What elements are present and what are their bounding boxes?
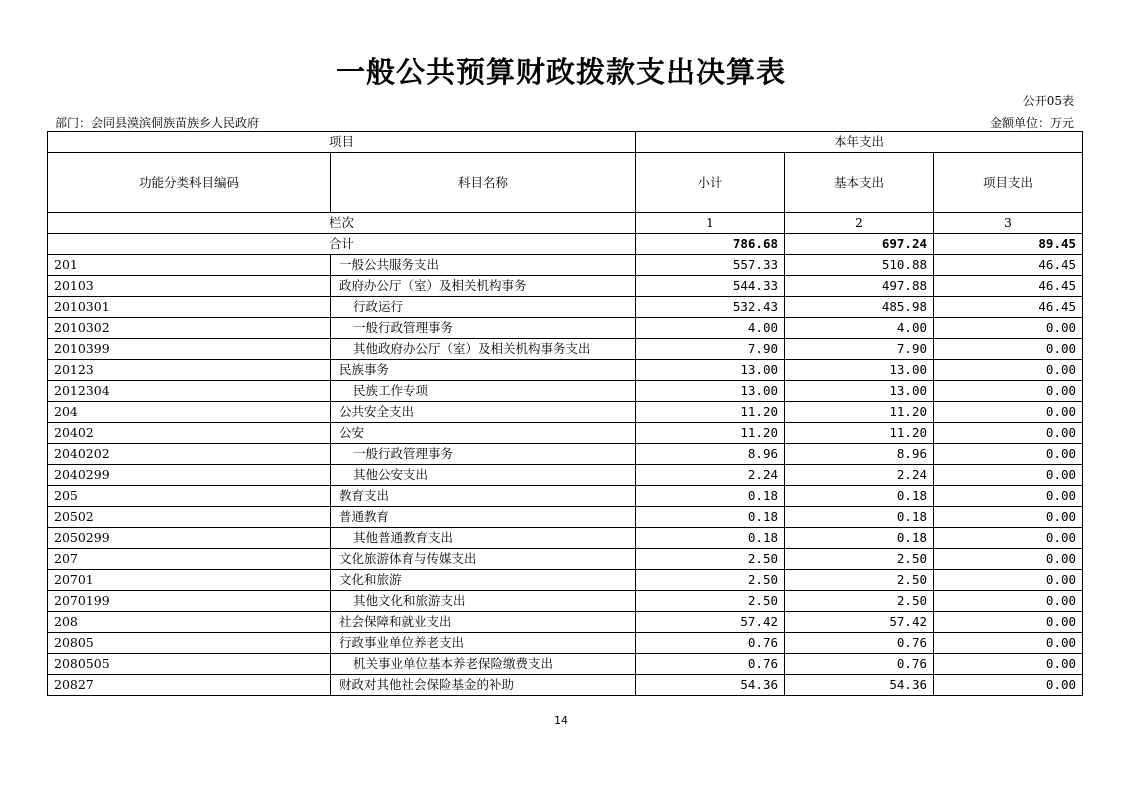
row-subtotal: 13.00: [636, 360, 785, 381]
form-number: 公开05表: [1022, 94, 1074, 108]
table-row: [48, 381, 1083, 402]
row-code: 207: [48, 549, 331, 570]
header-name: 科目名称: [331, 153, 636, 213]
header-basic: 基本支出: [785, 153, 934, 213]
row-project: 0.00: [934, 591, 1083, 612]
table-row: [48, 465, 1083, 486]
row-subtotal: 0.18: [636, 528, 785, 549]
row-name: 社会保障和就业支出: [331, 612, 636, 633]
row-code: 2070199: [48, 591, 331, 612]
row-code: 201: [48, 255, 331, 276]
table-row: [48, 654, 1083, 675]
row-name: 其他政府办公厅（室）及相关机构事务支出: [331, 339, 636, 360]
row-basic: 13.00: [785, 360, 934, 381]
unit-label: 金额单位：万元: [989, 116, 1074, 130]
header-item: 项目: [48, 132, 636, 153]
row-name: 其他文化和旅游支出: [331, 591, 636, 612]
row-project: 0.00: [934, 549, 1083, 570]
row-subtotal: 557.33: [636, 255, 785, 276]
row-name: 财政对其他社会保险基金的补助: [331, 675, 636, 696]
row-subtotal: 54.36: [636, 675, 785, 696]
row-project: 0.00: [934, 318, 1083, 339]
row-project: 46.45: [934, 297, 1083, 318]
row-subtotal: 2.50: [636, 549, 785, 570]
row-project: 0.00: [934, 423, 1083, 444]
row-basic: 7.90: [785, 339, 934, 360]
row-subtotal: 11.20: [636, 423, 785, 444]
row-code: 20701: [48, 570, 331, 591]
table-row: [48, 486, 1083, 507]
row-basic: 11.20: [785, 402, 934, 423]
row-project: 0.00: [934, 402, 1083, 423]
row-code: 2050299: [48, 528, 331, 549]
table-row: [48, 318, 1083, 339]
table-row: [48, 423, 1083, 444]
row-basic: 0.18: [785, 486, 934, 507]
row-code: 2040299: [48, 465, 331, 486]
row-name: 行政运行: [331, 297, 636, 318]
row-basic: 0.76: [785, 654, 934, 675]
row-name: 一般行政管理事务: [331, 444, 636, 465]
row-code: 208: [48, 612, 331, 633]
table-row: [48, 570, 1083, 591]
total-basic: 697.24: [785, 234, 934, 255]
row-name: 其他公安支出: [331, 465, 636, 486]
row-code: 20123: [48, 360, 331, 381]
column-index-2: 2: [785, 213, 934, 234]
row-subtotal: 7.90: [636, 339, 785, 360]
table-row: [48, 549, 1083, 570]
row-subtotal: 11.20: [636, 402, 785, 423]
row-name: 其他普通教育支出: [331, 528, 636, 549]
row-project: 0.00: [934, 381, 1083, 402]
row-code: 20502: [48, 507, 331, 528]
row-name: 公安: [331, 423, 636, 444]
row-name: 机关事业单位基本养老保险缴费支出: [331, 654, 636, 675]
row-project: 0.00: [934, 444, 1083, 465]
table-row: [48, 633, 1083, 654]
row-basic: 11.20: [785, 423, 934, 444]
row-name: 一般公共服务支出: [331, 255, 636, 276]
row-code: 2012304: [48, 381, 331, 402]
header-code: 功能分类科目编码: [48, 153, 331, 213]
header-current-year: 本年支出: [636, 132, 1083, 153]
table-row: [48, 675, 1083, 696]
table-row: [48, 612, 1083, 633]
table-row: [48, 360, 1083, 381]
row-basic: 2.50: [785, 570, 934, 591]
row-basic: 0.76: [785, 633, 934, 654]
row-code: 2010399: [48, 339, 331, 360]
row-name: 政府办公厅（室）及相关机构事务: [331, 276, 636, 297]
table-row: [48, 528, 1083, 549]
row-code: 204: [48, 402, 331, 423]
row-basic: 2.24: [785, 465, 934, 486]
row-code: 205: [48, 486, 331, 507]
row-subtotal: 2.50: [636, 570, 785, 591]
row-subtotal: 0.18: [636, 507, 785, 528]
column-index-label: 栏次: [48, 213, 636, 234]
row-name: 文化旅游体育与传媒支出: [331, 549, 636, 570]
column-index-1: 1: [636, 213, 785, 234]
total-row: [48, 234, 1083, 255]
row-basic: 485.98: [785, 297, 934, 318]
expenditure-table: [47, 131, 1083, 696]
row-basic: 497.88: [785, 276, 934, 297]
department-label: 部门：会同县漠滨侗族苗族乡人民政府: [55, 116, 260, 130]
row-project: 0.00: [934, 570, 1083, 591]
row-basic: 4.00: [785, 318, 934, 339]
table-row: [48, 297, 1083, 318]
row-project: 46.45: [934, 255, 1083, 276]
row-basic: 8.96: [785, 444, 934, 465]
row-subtotal: 13.00: [636, 381, 785, 402]
row-name: 教育支出: [331, 486, 636, 507]
total-subtotal: 786.68: [636, 234, 785, 255]
page-number: 14: [554, 714, 568, 727]
row-name: 行政事业单位养老支出: [331, 633, 636, 654]
row-subtotal: 2.24: [636, 465, 785, 486]
table-row: [48, 402, 1083, 423]
row-basic: 0.18: [785, 528, 934, 549]
row-project: 0.00: [934, 465, 1083, 486]
row-project: 0.00: [934, 507, 1083, 528]
row-subtotal: 2.50: [636, 591, 785, 612]
row-code: 2010301: [48, 297, 331, 318]
row-subtotal: 0.76: [636, 633, 785, 654]
row-project: 0.00: [934, 675, 1083, 696]
row-basic: 54.36: [785, 675, 934, 696]
table-row: [48, 507, 1083, 528]
row-subtotal: 8.96: [636, 444, 785, 465]
row-code: 2010302: [48, 318, 331, 339]
row-code: 20103: [48, 276, 331, 297]
row-code: 2040202: [48, 444, 331, 465]
column-index-3: 3: [934, 213, 1083, 234]
row-project: 46.45: [934, 276, 1083, 297]
column-index-row: [48, 213, 1083, 234]
row-project: 0.00: [934, 633, 1083, 654]
row-subtotal: 0.18: [636, 486, 785, 507]
row-name: 一般行政管理事务: [331, 318, 636, 339]
row-project: 0.00: [934, 654, 1083, 675]
row-project: 0.00: [934, 360, 1083, 381]
row-name: 公共安全支出: [331, 402, 636, 423]
total-label: 合计: [48, 234, 636, 255]
table-row: [48, 591, 1083, 612]
row-name: 民族工作专项: [331, 381, 636, 402]
row-project: 0.00: [934, 486, 1083, 507]
row-project: 0.00: [934, 339, 1083, 360]
row-subtotal: 532.43: [636, 297, 785, 318]
row-project: 0.00: [934, 528, 1083, 549]
table-row: [48, 339, 1083, 360]
row-basic: 2.50: [785, 591, 934, 612]
row-basic: 2.50: [785, 549, 934, 570]
row-code: 2080505: [48, 654, 331, 675]
row-basic: 0.18: [785, 507, 934, 528]
row-project: 0.00: [934, 612, 1083, 633]
table-row: [48, 255, 1083, 276]
row-code: 20827: [48, 675, 331, 696]
row-subtotal: 0.76: [636, 654, 785, 675]
row-subtotal: 4.00: [636, 318, 785, 339]
row-name: 文化和旅游: [331, 570, 636, 591]
row-basic: 13.00: [785, 381, 934, 402]
total-project: 89.45: [934, 234, 1083, 255]
row-basic: 510.88: [785, 255, 934, 276]
row-basic: 57.42: [785, 612, 934, 633]
table-row: [48, 276, 1083, 297]
row-name: 普通教育: [331, 507, 636, 528]
row-name: 民族事务: [331, 360, 636, 381]
row-code: 20805: [48, 633, 331, 654]
row-subtotal: 57.42: [636, 612, 785, 633]
table-row: [48, 444, 1083, 465]
row-subtotal: 544.33: [636, 276, 785, 297]
row-code: 20402: [48, 423, 331, 444]
header-subtotal: 小计: [636, 153, 785, 213]
report-title: 一般公共预算财政拨款支出决算表: [335, 55, 786, 89]
header-project: 项目支出: [934, 153, 1083, 213]
